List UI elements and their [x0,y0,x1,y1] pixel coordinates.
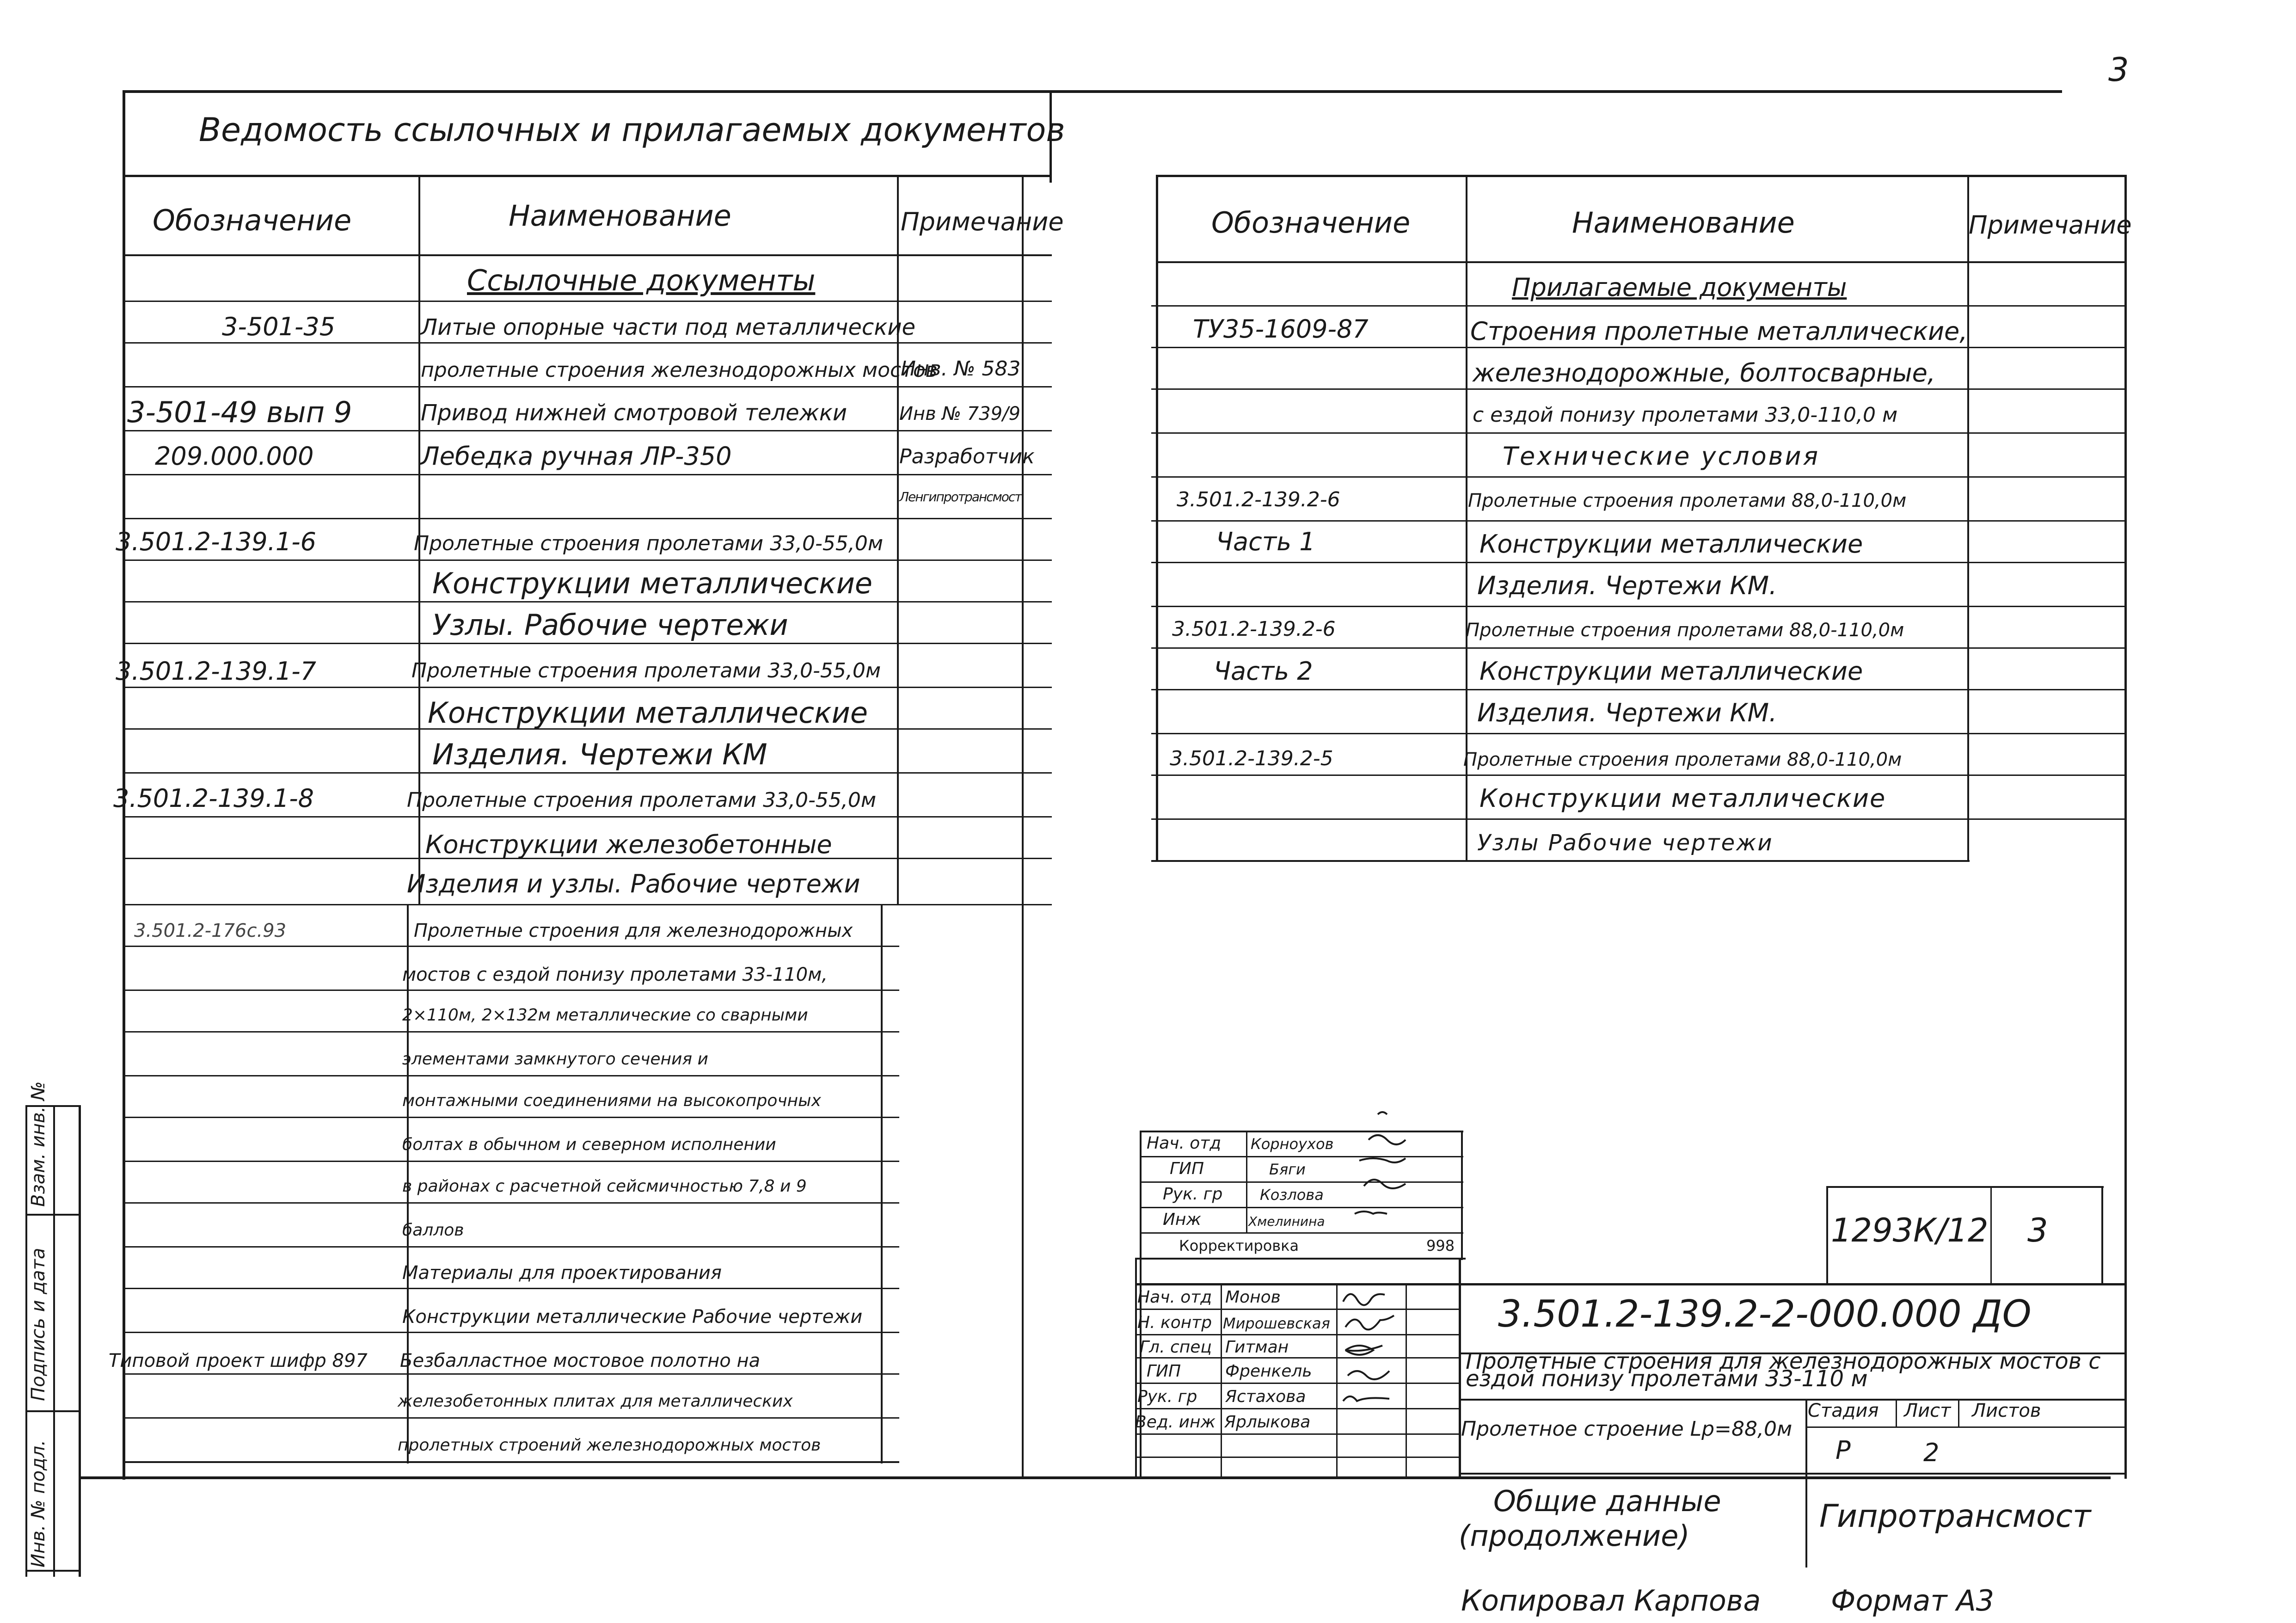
side-label-inv-podl: Инв. № подл. [28,1440,49,1568]
right-row-name: Прилагаемые документы [1512,273,1847,302]
archive-sheet: 3 [2027,1211,2048,1249]
left-header-name: Наименование [509,199,731,233]
side-label-replace-inv: Взам. инв. № [28,1081,49,1207]
left-lower-name: болтах в обычном и северном исполнении [402,1135,776,1154]
left-row-name: Привод нижней смотровой тележки [421,400,847,426]
approval-name: Бяги [1269,1161,1306,1178]
approval-role: Инж [1163,1210,1201,1229]
approval-signatures [1318,1105,1456,1230]
correction-label: Корректировка [1179,1237,1299,1254]
document-code: 3.501.2-139.2-2-000.000 ДО [1498,1292,2032,1335]
left-lower-name: Безбалластное мостовое полотно на [400,1350,761,1371]
stage-value: Р [1836,1436,1851,1465]
left-header-designation: Обозначение [153,203,352,237]
left-row-name: пролетные строения железнодорожных мостов [421,358,938,382]
left-lower-name: пролетных строений железнодорожных мостов [398,1436,821,1455]
sheet-format: Формат А3 [1831,1584,1995,1617]
left-row-name: Ссылочные документы [467,264,816,297]
left-row-name: Литые опорные части под металлические [421,314,916,340]
signer-role: Рук. гр [1137,1387,1197,1406]
drawing-name: Пролетное строение Lp=88,0м [1461,1417,1793,1441]
signer-name: Ярлыкова [1224,1413,1311,1432]
signer-role: Гл. спец [1140,1338,1212,1357]
left-row-designation: 3-501-35 [222,312,336,341]
approval-name: Козлова [1260,1186,1324,1204]
left-lower-name: железобетонных плитах для металлических [398,1392,793,1411]
left-row-note: Инв № 739/9 [899,403,1020,424]
left-row-name: Конструкции железобетонные [425,830,832,859]
right-row-name: Технические условия [1503,442,1820,471]
archive-number: 1293К/12 [1831,1211,1989,1249]
left-row-note: Разработчик [899,445,1035,468]
right-header-designation: Обозначение [1211,206,1411,240]
left-lower-name: 2×110м, 2×132м металлические со сварными [402,1006,808,1025]
left-row-designation: 209.000.000 [155,442,314,471]
signer-name: Мирошевская [1223,1315,1330,1332]
left-row-note: Инв. № 583 [901,357,1021,381]
left-row-designation: 3.501.2-139.1-8 [113,784,314,813]
signer-role: Вед. инж [1135,1413,1216,1432]
left-lower-name: в районах с расчетной сейсмичностью 7,8 и 9 [402,1177,807,1196]
approval-name: Корноухов [1251,1135,1334,1153]
left-row-name: Конструкции металлические [432,566,873,600]
right-row-name: Строения пролетные металлические, [1470,317,1968,346]
sheet-value: 2 [1923,1438,1940,1467]
sheets-label: Листов [1972,1400,2041,1421]
signer-role: Нач. отд [1137,1288,1212,1307]
approval-role: Нач. отд [1147,1134,1222,1153]
left-row-name: Пролетные строения пролетами 33,0-55,0м [414,532,884,555]
signer-name: Френкель [1225,1362,1312,1381]
right-row-name: Конструкции металлические [1480,529,1863,559]
right-row-name: Изделия. Чертежи КМ. [1477,698,1777,727]
right-row-designation: Часть 2 [1214,657,1313,686]
page-number: 3 [2108,51,2129,89]
left-lower-designation: Типовой проект шифр 897 [109,1350,368,1371]
left-row-name: Пролетные строения пролетами 33,0-55,0м [411,659,881,682]
left-row-name: Изделия и узлы. Рабочие чертежи [407,869,860,898]
organization: Гипротрансмост [1819,1498,2091,1535]
signer-name: Гитман [1225,1338,1289,1357]
right-row-name: Изделия. Чертежи КМ. [1477,571,1777,600]
section-title-line2: (продолжение) [1459,1519,1690,1553]
left-row-designation: 3.501.2-139.1-7 [116,657,317,686]
copied-by: Копировал Карпова [1461,1584,1761,1617]
stamp-signatures [1338,1285,1403,1433]
left-row-name: Пролетные строения пролетами 33,0-55,0м [407,788,877,812]
side-label-signature-date: Подпись и дата [28,1248,49,1401]
left-lower-name: баллов [402,1221,464,1240]
right-row-name: железнодорожные, болтосварные, [1473,358,1936,387]
signer-name: Монов [1225,1288,1281,1307]
left-lower-name: мостов с ездой понизу пролетами 33-110м, [402,964,828,985]
right-row-name: Конструкции металлические [1480,784,1886,813]
right-row-name: Конструкции металлические [1480,657,1863,686]
left-row-name: Узлы. Рабочие чертежи [432,608,788,642]
signer-role: ГИП [1147,1362,1181,1381]
right-row-name: Узлы Рабочие чертежи [1477,830,1774,856]
stage-label: Стадия [1808,1400,1879,1421]
correction-number: 998 [1426,1237,1455,1254]
document-title: Пролетные строения для железнодорожных мостов с ездой понизу пролетами 33-110 м [1466,1348,2101,1392]
signer-role: Н. контр [1137,1313,1212,1332]
left-lower-name: Материалы для проектирования [402,1262,722,1284]
right-row-name: Пролетные строения пролетами 88,0-110,0м [1463,749,1902,770]
right-row-name: с ездой понизу пролетами 33,0-110,0 м [1473,403,1898,427]
left-row-name: Изделия. Чертежи КМ [432,738,767,771]
right-row-designation: 3.501.2-139.2-5 [1170,747,1333,770]
right-row-name: Пролетные строения пролетами 88,0-110,0м [1468,490,1907,511]
right-row-designation: ТУ35-1609-87 [1193,314,1369,344]
right-row-designation: 3.501.2-139.2-6 [1177,488,1340,511]
left-row-name: Лебедка ручная ЛР-350 [421,442,732,471]
right-header-name: Наименование [1572,206,1795,240]
left-lower-name: Пролетные строения для железнодорожных [414,920,853,941]
approval-role: Рук. гр [1163,1185,1223,1204]
approval-role: ГИП [1170,1159,1204,1178]
left-row-designation: 3-501-49 вып 9 [127,395,352,429]
sheet-label: Лист [1904,1400,1951,1421]
sheet-title: Ведомость ссылочных и прилагаемых документов [199,111,1065,149]
signer-name: Ястахова [1225,1387,1306,1406]
right-row-name: Пролетные строения пролетами 88,0-110,0м [1466,620,1904,641]
right-row-designation: 3.501.2-139.2-6 [1172,617,1336,641]
section-title-line1: Общие данные [1493,1484,1721,1518]
left-row-designation: 3.501.2-139.1-6 [116,527,317,556]
right-header-note: Примечание [1969,210,2132,240]
left-lower-designation: 3.501.2-176с.93 [134,920,287,941]
left-header-note: Примечание [901,207,1064,236]
approval-name: Хмелинина [1248,1214,1325,1229]
right-row-designation: Часть 1 [1216,527,1315,556]
left-lower-name: элементами замкнутого сечения и [402,1050,708,1069]
left-lower-name: монтажными соединениями на высокопрочных [402,1091,821,1110]
left-row-name: Конструкции металлические [428,696,868,730]
left-row-note: Ленгипротрансмост [899,489,1021,504]
left-lower-name: Конструкции металлические Рабочие чертежи [402,1306,863,1328]
